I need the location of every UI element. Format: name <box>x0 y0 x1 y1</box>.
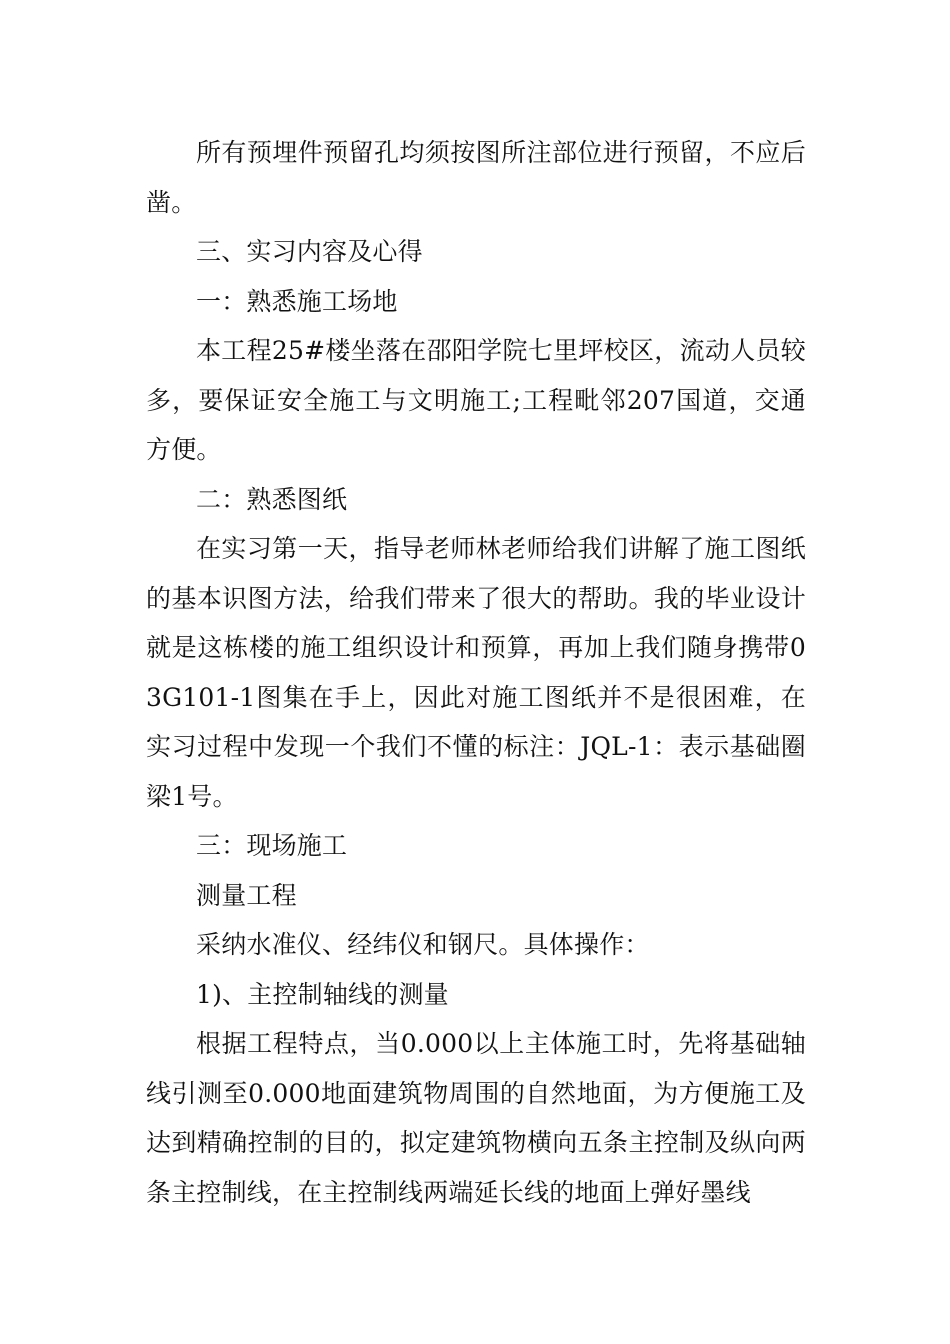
subheading-construction: 三：现场施工 <box>196 831 348 860</box>
paragraph-axis-survey: 根据工程特点，当0.000以上主体施工时，先将基础轴线引测至0.000地面建筑物周围的自然地面，为方便施工及达到精确控制的目的，拟定建筑物横向五条主控制及纵向两条主控制线，在主控制线两端延长线的地面上弹好墨线 <box>146 1029 806 1207</box>
subheading-axis-survey: 1)、主控制轴线的测量 <box>196 979 449 1009</box>
section-heading-internship: 三、实习内容及心得 <box>196 237 423 266</box>
subheading-survey: 测量工程 <box>196 880 297 910</box>
paragraph-drawings-description: 在实习第一天，指导老师林老师给我们讲解了施工图纸的基本识图方法，给我们带来了很大的帮助。我的毕业设计就是这栋楼的施工组织设计和预算，再加上我们随身携带03G101-1图集在手上，因此对施工图纸并不是很困难，在实习过程中发现一个我们不懂的标注：JQL-1：表示基础圈梁1号。 <box>146 534 806 811</box>
paragraph-site-description: 本工程25#楼坐落在邵阳学院七里坪校区，流动人员较多，要保证安全施工与文明施工;工程毗邻207国道，交通方便。 <box>146 336 806 464</box>
document-body <box>146 128 806 1217</box>
subheading-site: 一：熟悉施工场地 <box>196 286 398 316</box>
paragraph-embedded-parts: 所有预埋件预留孔均须按图所注部位进行预留，不应后凿。 <box>146 138 806 217</box>
subheading-drawings: 二：熟悉图纸 <box>196 484 348 514</box>
paragraph-survey-tools: 采纳水准仪、经纬仪和钢尺。具体操作： <box>196 930 650 959</box>
